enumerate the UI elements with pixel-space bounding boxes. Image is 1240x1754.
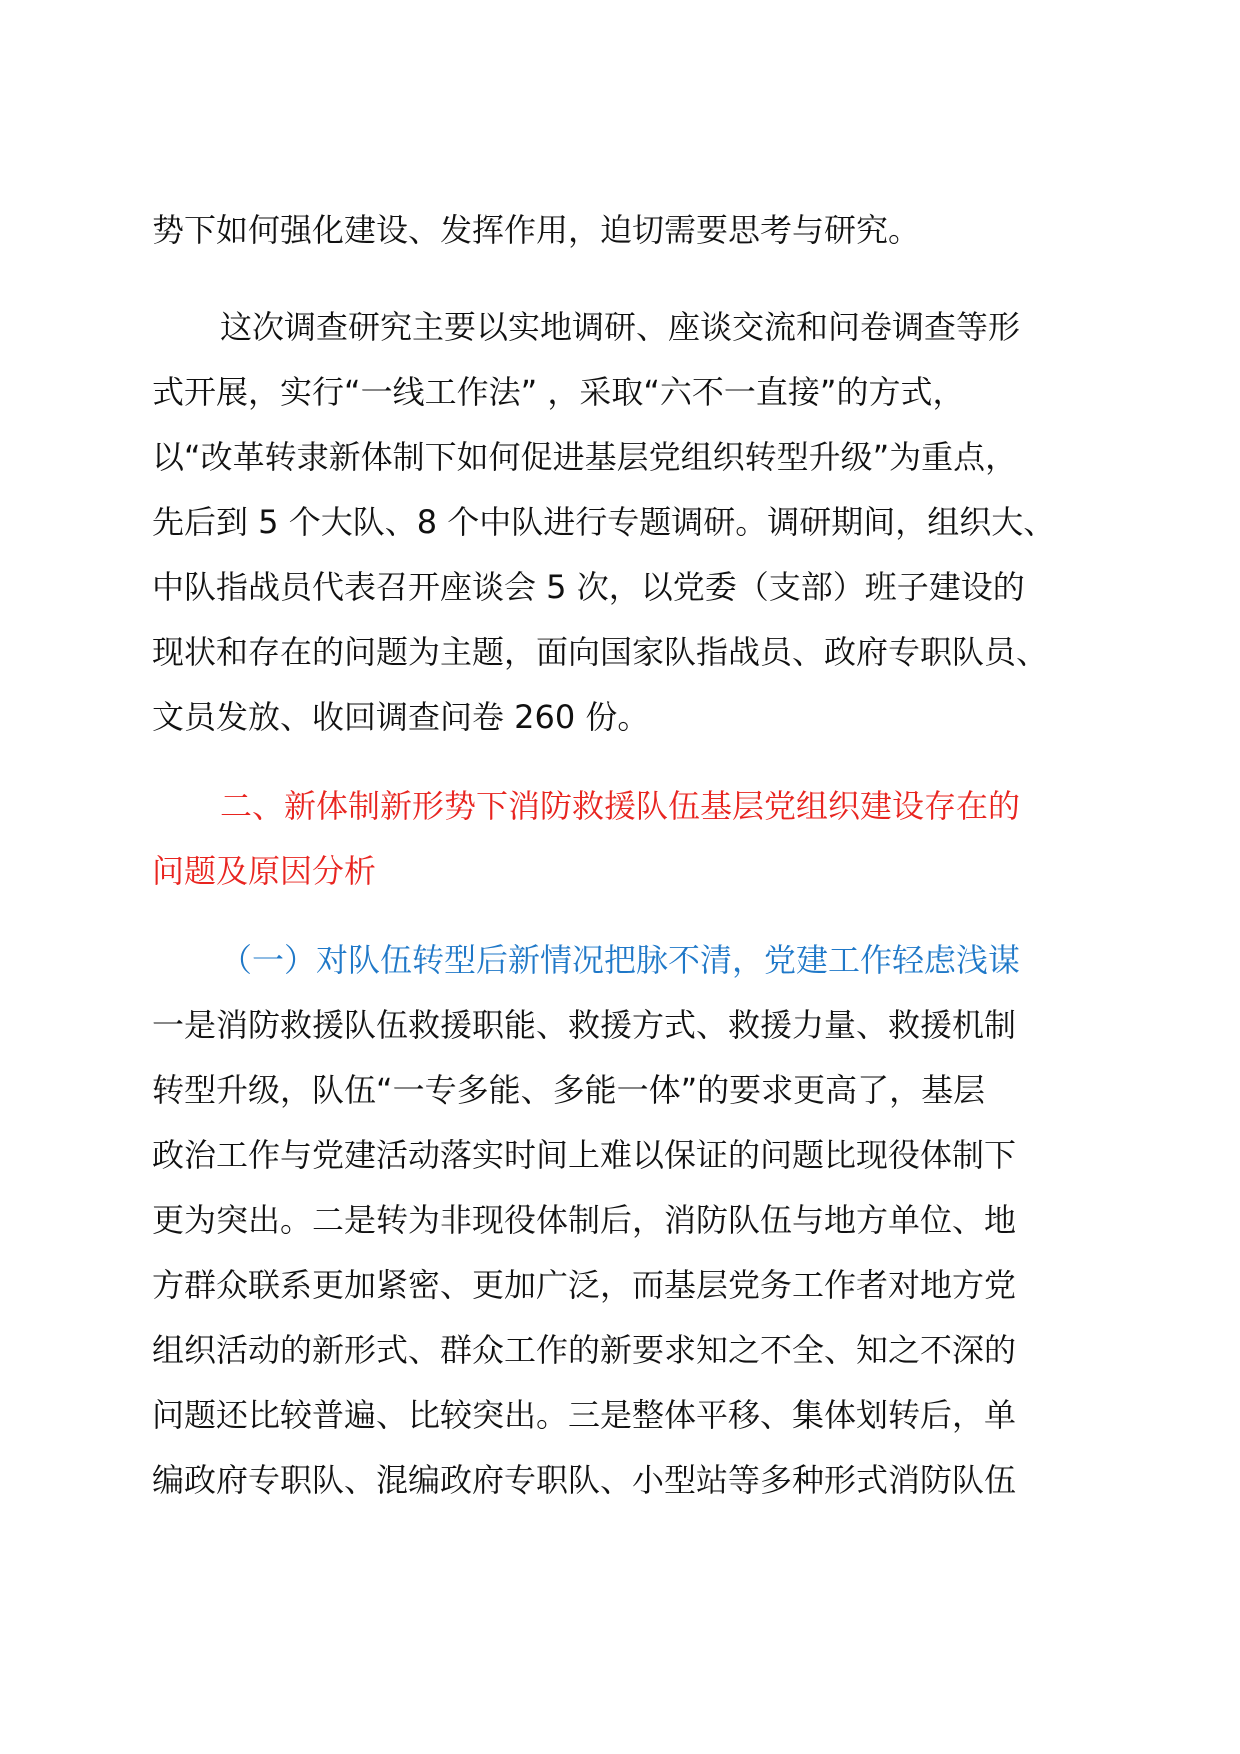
body-line: 中队指战员代表召开座谈会 5 次，以党委（支部）班子建设的 [152, 568, 1025, 606]
body-line: 政治工作与党建活动落实时间上难以保证的问题比现役体制下 [152, 1136, 1017, 1174]
body-line: 先后到 5 个大队、8 个中队进行专题调研。调研期间，组织大、 [152, 503, 1056, 541]
section-heading: 问题及原因分析 [152, 852, 377, 890]
body-line: 方群众联系更加紧密、更加广泛，而基层党务工作者对地方党 [152, 1266, 1017, 1304]
body-line: 现状和存在的问题为主题，面向国家队指战员、政府专职队员、 [152, 633, 1049, 671]
body-line: 以“改革转隶新体制下如何促进基层党组织转型升级”为重点， [152, 438, 1018, 476]
body-line: 更为突出。二是转为非现役体制后，消防队伍与地方单位、地 [152, 1201, 1017, 1239]
subsection-heading: （一）对队伍转型后新情况把脉不清，党建工作轻虑浅谋 [220, 941, 1021, 979]
body-line: 编政府专职队、混编政府专职队、小型站等多种形式消防队伍 [152, 1461, 1017, 1499]
section-heading: 二、新体制新形势下消防救援队伍基层党组织建设存在的 [220, 787, 1021, 825]
body-line: 式开展，实行“一线工作法” ，采取“六不一直接”的方式， [152, 373, 965, 411]
body-line: 转型升级，队伍“一专多能、多能一体”的要求更高了，基层 [152, 1071, 986, 1109]
body-line: 势下如何强化建设、发挥作用，迫切需要思考与研究。 [152, 211, 921, 249]
body-line: 一是消防救援队伍救援职能、救援方式、救援力量、救援机制 [152, 1006, 1017, 1044]
body-line: 这次调查研究主要以实地调研、座谈交流和问卷调查等形 [220, 308, 1021, 346]
body-line: 问题还比较普遍、比较突出。三是整体平移、集体划转后，单 [152, 1396, 1017, 1434]
body-line: 文员发放、收回调查问卷 260 份。 [152, 698, 650, 736]
body-line: 组织活动的新形式、群众工作的新要求知之不全、知之不深的 [152, 1331, 1017, 1369]
